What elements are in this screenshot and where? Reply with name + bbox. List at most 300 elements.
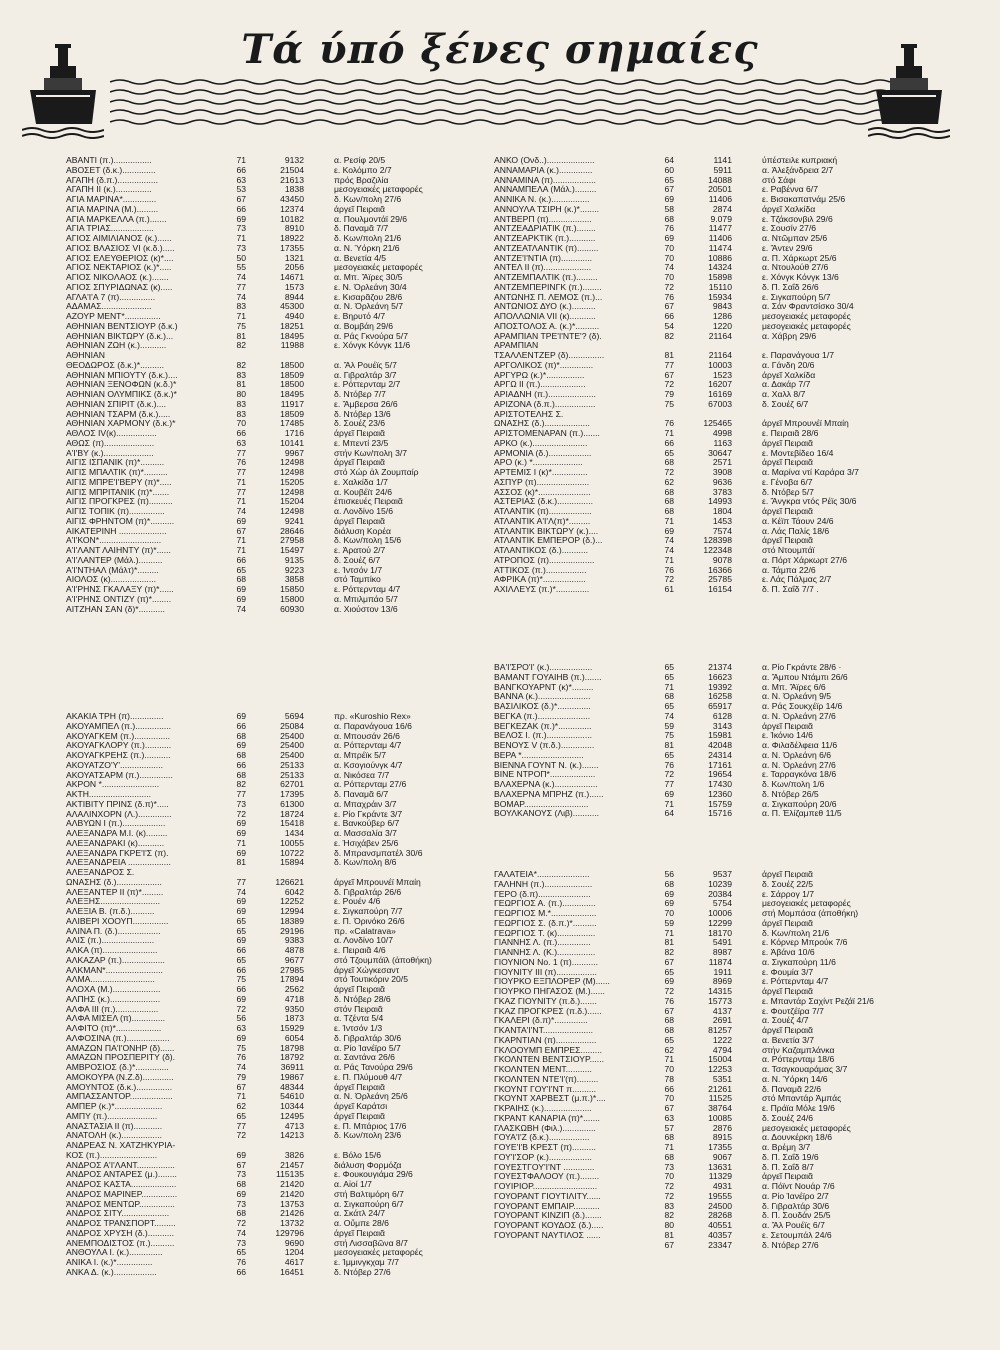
ship-status: δ. Σουέζ 23/6 — [334, 419, 386, 429]
ship-status: ε. Ρόττερνταμ 2/7 — [334, 380, 401, 390]
ship-tonnage: 21374 — [708, 663, 732, 672]
ship-status: α. Ν. Ὀρλεάνη 25/6 — [334, 1092, 408, 1102]
ship-status: άργεῖ Πειραιᾶ — [334, 1082, 385, 1092]
ship-name: ΑΓΙΟΣ ΑΙΜΙΛΙΑΝΟΣ (κ.)...... — [66, 234, 172, 243]
ship-tonnage: 9636 — [712, 477, 732, 487]
ship-year: 68 — [664, 458, 674, 468]
ship-year: 73 — [236, 1238, 246, 1248]
ship-name: ΑΝΚΑ Δ. (κ.).................. — [66, 1267, 157, 1277]
ship-tonnage: 16366 — [708, 565, 732, 575]
ship-year: 81 — [664, 1230, 674, 1240]
ship-year: 75 — [664, 399, 674, 409]
ship-year: 70 — [664, 243, 674, 253]
ship-tonnage: 18500 — [280, 360, 304, 370]
ship-status: ε. Σιγκαπούρη 7/7 — [334, 907, 403, 916]
ship-tonnage: 60930 — [280, 604, 304, 614]
ship-status: διάλυση Κορέα — [334, 526, 392, 536]
ship-tonnage: 5911 — [713, 165, 732, 175]
ship-name: ΑΝΝΟΥΛΑ ΤΣΙΡΗ (κ.)*........ — [494, 204, 600, 214]
ship-name: ΑΓΛΑ'Ι'Α 7 (π)............... — [66, 292, 156, 302]
ship-year: 65 — [236, 955, 246, 965]
ship-name: ΑΙΓΙΣ ΙΣΠΑΝΙΚ (π)*.......... — [66, 458, 165, 468]
ship-name: ΓΟΥΕ'Ι'Β ΚΡΕΣΤ (π).......... — [494, 1143, 596, 1152]
ship-year: 75 — [236, 1043, 246, 1053]
ship-year: 71 — [236, 234, 246, 243]
ship-year: 64 — [664, 809, 674, 819]
ship-tonnage: 10722 — [280, 848, 304, 858]
ship-tonnage: 12253 — [708, 1065, 732, 1074]
ship-year: 81 — [664, 938, 674, 948]
ship-status: α. Ρόττερνταμ 18/6 — [762, 1055, 835, 1065]
ship-status: α. Ἄλ Ρουέϊς 5/7 — [334, 360, 397, 370]
ship-tonnage: 21457 — [280, 1160, 304, 1170]
ship-tonnage: 1163 — [713, 438, 732, 448]
ship-name: ΓΕΡΟ (δ.π)...................... — [494, 889, 591, 899]
ship-name: ΑΝΑΤΟΛΗ (κ.)................. — [66, 1131, 162, 1141]
ship-status: ε. Βηρυτό 4/7 — [334, 312, 386, 321]
ship-year: 67 — [664, 1006, 674, 1016]
ship-status: άργεῖ Χαλκίδα — [762, 204, 816, 214]
ship-name: ΓΟΥΟΡΑΝΤ ΚΟΥΔΟΣ (δ.)..... — [494, 1221, 604, 1230]
ship-tonnage: 10182 — [280, 214, 304, 224]
ship-name: ΒΟΜΑΡ........................... — [494, 799, 589, 809]
ship-name: ΓΟΥΕΣΤΦΑΛΟΟΥ (π.)........ — [494, 1172, 600, 1182]
ship-year: 68 — [664, 214, 674, 224]
ship-tonnage: 9241 — [284, 516, 304, 526]
ship-tonnage: 13753 — [280, 1199, 304, 1209]
ship-tonnage: 28268 — [708, 1211, 732, 1221]
ship-year: 66 — [236, 165, 246, 175]
ship-tonnage: 1911 — [713, 967, 732, 977]
ship-year: 58 — [664, 204, 674, 214]
ship-status: ε. Ἰντσόν 1/7 — [334, 565, 383, 575]
ship-year: 68 — [664, 487, 674, 497]
ship-name: ΑΒΑΝΤΙ (π.)................ — [66, 156, 152, 165]
ship-status: δ. Κων/πολη 27/6 — [334, 195, 402, 204]
ship-name: ΓΙΟΥΡΚΟ ΠΗΓΑΣΟΣ (Μ.)...... — [494, 987, 605, 996]
ship-tonnage: 61300 — [280, 799, 304, 809]
ship-name: ΑΝΤΕΛ ΙΙ (π).................... — [494, 263, 592, 273]
ship-year: 81 — [664, 351, 674, 360]
ship-tonnage: 5351 — [712, 1074, 732, 1084]
ship-year: 72 — [664, 468, 674, 477]
ship-name: ΑΓΙΟΣ ΒΛΑΣΙΟΣ VI (κ.δ.)..... — [66, 243, 175, 253]
ship-year: 69 — [236, 1189, 246, 1199]
ship-tonnage: 2056 — [284, 263, 304, 273]
ship-year: 53 — [236, 185, 246, 195]
ship-year: 66 — [664, 1084, 674, 1094]
ship-name: ΑΚΟΥΑΜΠΕΛ (π.)............... — [66, 721, 172, 731]
ship-status: ε. Χόνγκ Κόνγκ 13/6 — [762, 273, 839, 282]
ship-name: ΒΑΝΝΑ (κ.)...................... — [494, 692, 591, 702]
ship-name: ΑΣΤΕΡΙΑΣ (δ.κ.)............... — [494, 497, 593, 507]
waves-decoration — [110, 76, 890, 132]
ship-name: ΩΝΑΣΗΣ (δ.)................... — [494, 419, 590, 429]
ship-status: άργεῖ Πειραιᾶ — [334, 429, 385, 438]
ship-status: δ. Ντόβερ 5/7 — [762, 487, 814, 497]
ship-tonnage: 10344 — [280, 1102, 304, 1111]
ship-year: 68 — [236, 575, 246, 585]
ship-status: α. Τάμπα 22/6 — [762, 565, 816, 575]
ship-tonnage: 5491 — [712, 938, 732, 948]
ship-tonnage: 16451 — [280, 1267, 304, 1277]
ship-tonnage: 12498 — [280, 458, 304, 468]
ship-year: 70 — [664, 1094, 674, 1104]
ship-year: 77 — [664, 780, 674, 789]
ship-year: 74 — [236, 507, 246, 516]
ship-tonnage: 24314 — [708, 750, 732, 760]
ship-tonnage: 4878 — [284, 946, 304, 955]
ship-year: 76 — [236, 1053, 246, 1063]
ship-name: ΑΜΠΕΡ (κ.)*.................... — [66, 1102, 163, 1111]
ship-name: ΓΟΥΕΣΤΓΟΥ'Ι'ΝΤ ............. — [494, 1162, 595, 1172]
ship-name: ΓΟΥΟΡΑΝΤ ΚΙΝΖΙΠ (δ.)....... — [494, 1211, 602, 1221]
ship-tonnage: 4794 — [712, 1045, 732, 1055]
ship-status: δ. Π. Σαΐδ 7/7 . — [762, 585, 819, 594]
ship-tonnage: 15850 — [280, 585, 304, 594]
ship-name: ΑΜΟΚΟΥΡΑ (Ν.Ζ.δ)............. — [66, 1072, 174, 1082]
ship-tonnage: 12360 — [708, 789, 732, 799]
ship-name: ΓΚΑΝΤΑ'Ι'ΝΤ..................... — [494, 1026, 594, 1035]
ship-status: ε. Φουκουγιάμα 29/6 — [334, 1170, 413, 1180]
ship-status: α. Σαντάνα 26/6 — [334, 1053, 395, 1063]
ship-status: άργεῖ Πειραιᾶ — [334, 204, 385, 214]
ship-status: άργεῖ Πειραιᾶ — [762, 987, 813, 996]
ship-tonnage: 9067 — [712, 1152, 732, 1162]
ship-name: ΓΑΛΗΝΗ (π.).................... — [494, 879, 593, 889]
ship-name: ΑΛΙΝΑ Π. (δ.).................. — [66, 926, 161, 936]
ship-status: δ. Σουέζ 6/7 — [334, 555, 381, 565]
ship-name: ΑΤΤΙΚΟΣ (π.)................. — [494, 565, 587, 575]
ship-name: ΒΕΡΑ *.......................... — [494, 750, 584, 760]
ship-year: 68 — [664, 1133, 674, 1143]
ship-tonnage: 25400 — [280, 731, 304, 741]
ship-name: ΑΡΚΟ (κ.)....................... — [494, 438, 588, 448]
ship-year: 57 — [664, 1123, 674, 1133]
ship-year: 82 — [664, 331, 674, 341]
ship-name: ΑΤΡΟΠΟΣ (π)................... — [494, 555, 595, 565]
ship-status: ε. Ρίο Γκράντε 3/7 — [334, 809, 403, 819]
ship-status: α. Σιγκαπούρη 11/6 — [762, 957, 836, 967]
ship-name: ΑΙΤΖΗΑΝ ΣΑΝ (δ)*........... — [66, 604, 165, 614]
ship-name: ΓΙΟΥΝΙΟΝ Νο. 1 (π)........... — [494, 957, 598, 967]
ship-name: ΒΕΓΚΑ (π.)...................... — [494, 711, 591, 721]
ship-tonnage: 1804 — [712, 507, 732, 516]
ship-status: άργεῖ Πειραιᾶ — [762, 1026, 813, 1035]
ship-name: ΑΘΗΝΙΑΝ — [66, 351, 105, 360]
ship-name: ΑΝΔΡΟΣ ΚΑΣΤΑ................... — [66, 1180, 177, 1189]
ship-status: άργεῖ Πειραιᾶ — [334, 1111, 385, 1121]
ship-tonnage: 48344 — [280, 1082, 304, 1092]
ship-tonnage: 2571 — [712, 458, 732, 468]
ship-status: α. Μπ. Ἄϊρες 30/5 — [334, 273, 403, 282]
ship-tonnage: 14993 — [708, 497, 732, 507]
ship-year: 76 — [236, 1258, 246, 1267]
ship-year: 65 — [664, 702, 674, 711]
ship-status: ε. Π. Πλύμουθ 4/7 — [334, 1072, 403, 1082]
ship-year: 66 — [236, 555, 246, 565]
ship-year: 66 — [236, 946, 246, 955]
ship-year: 72 — [664, 1191, 674, 1201]
ship-tonnage: 3858 — [284, 575, 304, 585]
ship-tonnage: 40551 — [708, 1221, 732, 1230]
ship-tonnage: 8987 — [712, 948, 732, 957]
ship-tonnage: 17430 — [708, 780, 732, 789]
ship-name: ΑΙΓΙΣ ΦΡΗΝΤΟΜ (π)*.......... — [66, 516, 175, 526]
ship-tonnage: 10085 — [708, 1113, 732, 1123]
ship-tonnage: 11477 — [708, 224, 732, 234]
ship-tonnage: 18170 — [708, 928, 732, 938]
ship-name: ΑΧΙΛΛΕΥΣ (π.)*.............. — [494, 585, 590, 594]
ship-status: άργεῖ Μπρουνέϊ Μπαίη — [334, 877, 421, 887]
ship-tonnage: 81257 — [708, 1026, 732, 1035]
ship-tonnage: 15773 — [708, 996, 732, 1006]
ship-name: ΓΕΩΡΓΙΟΣ Τ. (κ)................ — [494, 928, 596, 938]
ship-status: α. Ἀλεξάνδρεια 2/7 — [762, 165, 834, 175]
ship-status: α. Τζέντα 5/4 — [334, 1014, 384, 1024]
ship-tonnage: 12498 — [280, 507, 304, 516]
ship-year: 68 — [236, 1180, 246, 1189]
ship-status: δ. Κων/πολη 1/6 — [762, 780, 825, 789]
ship-year: 74 — [664, 536, 674, 546]
ship-tonnage: 18724 — [280, 809, 304, 819]
ship-status: ε. Σιγκαπούρη 5/7 — [762, 292, 831, 302]
ship-status: στό Τουτικόριν 20/5 — [334, 975, 408, 985]
ship-status: πρός Βραζιλία — [334, 175, 389, 185]
ship-tonnage: 16169 — [708, 390, 732, 399]
ship-tonnage: 10886 — [708, 253, 732, 263]
ship-status: ε. Πειραιᾶ 4/6 — [334, 946, 386, 955]
ship-tonnage: 14088 — [708, 175, 732, 185]
ship-name: ΑΛΙΒΕΡΙ ΧΟΟΥΠ............... — [66, 916, 169, 926]
ship-name: ΓΚΑΡΝΤΙΑΝ (π)................. — [494, 1035, 597, 1045]
ship-tonnage: 11329 — [708, 1172, 732, 1182]
ship-name: ΑΝΑΣΤΑΣΙΑ ΙΙ (π)............ — [66, 1121, 163, 1131]
ship-tonnage: 15716 — [708, 809, 732, 819]
ship-tonnage: 16623 — [708, 672, 732, 682]
ship-tonnage: 5754 — [712, 899, 732, 909]
ship-year: 65 — [236, 926, 246, 936]
ship-name: ΓΚΛΟΟΥΜΠ ΕΜΠΡΕΣ......... — [494, 1045, 602, 1055]
ship-name: ΑΘΗΝΙΑΝ ΟΛΥΜΠΙΚΣ (δ.κ.)* — [66, 390, 177, 399]
ship-year: 71 — [236, 1092, 246, 1102]
ship-status: διάλυση Φορμόζα — [334, 1160, 402, 1170]
ship-status: μεσογειακές μεταφορές — [334, 263, 423, 273]
ship-status: α. Ρόττερνταμ 4/7 — [334, 741, 402, 751]
ship-year: 63 — [236, 1024, 246, 1033]
ship-status: α. Πουλμοντάϊ 29/6 — [334, 214, 408, 224]
ship-status: α. Μπ. Ἄϊρες 6/6 — [762, 682, 826, 692]
ship-year: 76 — [664, 760, 674, 770]
ship-year: 65 — [664, 672, 674, 682]
ship-name: ΑΘΛΟΣ IV(κ)................. — [66, 429, 157, 438]
ship-year: 69 — [664, 526, 674, 536]
ship-name: ΑΝΝΑΜΙΝΑ (π).................. — [494, 175, 596, 185]
ship-name: ΒΑΝΓΚΟΥΑΡΝΤ (κ)*......... — [494, 682, 594, 692]
ship-tonnage: 15929 — [280, 1024, 304, 1033]
ship-name: ΑΝΔΡΟΣ ΤΡΑΝΣΠΟΡΤ......... — [66, 1219, 176, 1228]
ship-name: Α'Ι'ΚΟΝ*.......................... — [66, 536, 162, 546]
ship-name: ΑΜΠΥ (π.)..................... — [66, 1111, 158, 1121]
ship-name: ΑΛΙΣ (π.)...................... — [66, 936, 155, 946]
ship-tonnage: 9132 — [284, 156, 304, 165]
ship-status: δ. Γιβραλτάρ 30/6 — [334, 1033, 402, 1043]
ship-status: ε. Ρουέν 4/6 — [334, 897, 381, 907]
ship-status: ε. Μοντεβίδεο 16/4 — [762, 448, 834, 458]
ship-tonnage: 21164 — [708, 331, 732, 341]
ship-year: 81 — [236, 380, 246, 390]
ship-tonnage: 20384 — [708, 889, 732, 899]
ship-name: ΑΝΝΑΜΑΡΙΑ (κ.).............. — [494, 165, 593, 175]
ship-tonnage: 14671 — [280, 273, 304, 282]
ship-name: ΑΚΟΥΑΓΚΕΜ (π.)............... — [66, 731, 171, 741]
ship-year: 68 — [664, 1016, 674, 1026]
ship-status: ε. Φουμία 3/7 — [762, 967, 814, 977]
ship-tonnage: 23347 — [708, 1240, 732, 1250]
ship-year: 71 — [236, 536, 246, 546]
ship-tonnage: 12374 — [280, 204, 304, 214]
ship-year: 76 — [664, 224, 674, 234]
ship-tonnage: 8944 — [284, 292, 304, 302]
ship-name: ΑΘΗΝΙΑΝ ΒΕΝΤΣΙΟΥΡ (δ.κ.) — [66, 321, 178, 331]
ship-tonnage: 9383 — [284, 936, 304, 946]
ship-tonnage: 9078 — [712, 555, 732, 565]
ship-status: δ. Παναμᾶ 7/7 — [334, 224, 389, 234]
ship-name: ΑΤΛΑΝΤΙΚ ΒΙΚΤΩΡΥ (κ.).... — [494, 526, 599, 536]
ship-name: ΓΙΑΝΝΗΣ Λ. (π.).............. — [494, 938, 591, 948]
ship-status: ε. Ἄνγκρα ντός Ρέϊς 30/6 — [762, 497, 857, 507]
ship-status: α. Ράς Σουκχέϊρ 14/6 — [762, 702, 843, 711]
ship-status: α. Μπαχράιν 3/7 — [334, 799, 397, 809]
ship-name: ΓΚΑΖ ΓΙΟΥΝΙΤΥ (π.δ.)....... — [494, 996, 597, 1006]
ship-year: 74 — [236, 292, 246, 302]
ship-status: δ. Ντόβερ 26/5 — [762, 789, 819, 799]
ship-tonnage: 2876 — [712, 1123, 732, 1133]
ship-year: 82 — [236, 780, 246, 790]
ship-name: ΑΝΤΖΕΜΠΕΡΙΝΓΚ (π.)........ — [494, 282, 602, 292]
ship-year: 69 — [236, 819, 246, 829]
ship-status: στό Ταμπίκο — [334, 575, 381, 585]
ship-name: ΓΑΛΑΤΕΙΑ*...................... — [494, 870, 590, 879]
ship-status: ε. Γένοβα 6/7 — [762, 477, 813, 487]
ship-status: άργεῖ Πειραιᾶ — [762, 1172, 813, 1182]
ship-year: 70 — [236, 419, 246, 429]
ship-year: 69 — [236, 585, 246, 594]
ship-status: α. Ν. Ὀρλεάνη 6/6 — [762, 750, 832, 760]
ship-name: ΑΝΤΖΕΑΔΡΙΑΤΙΚ (π.)........ — [494, 224, 596, 234]
ship-year: 66 — [236, 204, 246, 214]
ship-status: ε. Ἄντεν 29/6 — [762, 243, 813, 253]
ship-status: πρ. «Kuroshio Rex» — [334, 712, 411, 721]
ship-status: άργεῖ Πειραιᾶ — [762, 536, 813, 546]
ship-year: 74 — [236, 1063, 246, 1072]
ship-tonnage: 15004 — [708, 1055, 732, 1065]
ship-name: ΑΣΣΟΣ (κ)*...................... — [494, 487, 591, 497]
ship-name: ΑΙΚΑΤΕΡΙΝΗ .................... — [66, 526, 167, 536]
ship-name: ΑΓΙΟΣ ΕΛΕΥΘΕΡΙΟΣ (κ)*.... — [66, 253, 174, 263]
ship-status: άργεῖ Πειραιᾶ — [334, 1228, 385, 1238]
ship-tonnage: 9967 — [284, 448, 304, 458]
ship-status: α. Αἰοί 1/7 — [334, 1180, 372, 1189]
ship-status: μεσογειακές μεταφορές — [762, 899, 851, 909]
ship-name: ΑΠΟΣΤΟΛΟΣ Α. (κ.)*.......... — [494, 321, 600, 331]
ship-year: 83 — [236, 409, 246, 419]
ship-status: ε. Ἀρατού 2/7 — [334, 546, 386, 555]
ship-tonnage: 12498 — [280, 468, 304, 477]
ship-year: 69 — [664, 899, 674, 909]
ship-name: ΑΡΙΣΤΟΤΕΛΗΣ Σ. — [494, 409, 564, 419]
ship-tonnage: 4998 — [712, 429, 732, 438]
ship-status: μεσογειακές μεταφορές — [334, 185, 423, 195]
ship-name: ΑΤΛΑΝΤΙΚ Α'Ι'Λ(π)*......... — [494, 516, 591, 526]
ship-tonnage: 19392 — [708, 682, 732, 692]
ship-name: ΓΚΟΛΝΤΕΝ ΜΕΝΤ........... — [494, 1065, 592, 1074]
ship-year: 79 — [236, 1072, 246, 1082]
ship-tonnage: 45300 — [280, 302, 304, 312]
ship-status: ε. Ἰκόνιο 14/6 — [762, 731, 813, 741]
ship-year: 67 — [236, 195, 246, 204]
ship-status: ε. Ἄμβερσα 26/6 — [334, 399, 398, 409]
ship-year: 62 — [664, 477, 674, 487]
ship-tonnage: 21420 — [280, 1189, 304, 1199]
ship-status: α. Ρεσίφ 20/5 — [334, 156, 386, 165]
ship-tonnage: 18251 — [280, 321, 304, 331]
ship-name: ΑΛΑΛΙΝΧΟΡΝ (Λ.).............. — [66, 809, 172, 819]
ship-tonnage: 21261 — [708, 1084, 732, 1094]
ship-name: ΑΛΕΞΑΝΔΡΑ ΓΚΡΕ'Ι'Σ (π). — [66, 848, 169, 858]
ship-tonnage: 28646 — [280, 526, 304, 536]
ship-tonnage: 11988 — [280, 341, 304, 351]
ship-name: ΒΙΝΕ ΝΤΡΟΠ*................... — [494, 770, 596, 780]
ship-tonnage: 40357 — [708, 1230, 732, 1240]
ship-tonnage: 17355 — [280, 243, 304, 253]
ship-tonnage: 10006 — [708, 909, 732, 918]
ship-tonnage: 4713 — [284, 1121, 304, 1131]
ship-year: 76 — [236, 458, 246, 468]
ship-tonnage: 27985 — [280, 965, 304, 975]
ship-status: α. Βομβάη 29/6 — [334, 321, 394, 331]
ship-year: 69 — [236, 994, 246, 1004]
ship-name: ΑΓΙΑ ΤΡΙΑΣ.................. — [66, 224, 154, 234]
ship-name: ΑΡΓΩ ΙΙ (π.)................... — [494, 380, 586, 390]
ship-status: στό Τζουμπάϊλ (ἀποθήκη) — [334, 955, 432, 965]
ship-status: άργεῖ Πειραιᾶ — [762, 458, 813, 468]
ship-year: 71 — [664, 799, 674, 809]
ship-status: α. Οὔμπε 28/6 — [334, 1219, 389, 1228]
ship-status: άργεῖ Πειραιᾶ — [762, 438, 813, 448]
ship-name: ΑΛΚΑ (π)....................... — [66, 946, 158, 955]
ship-tonnage: 10239 — [708, 879, 732, 889]
ship-year: 74 — [236, 887, 246, 897]
ship-status: άργεῖ Πειραιᾶ — [762, 507, 813, 516]
ship-year: 71 — [236, 312, 246, 321]
ship-tonnage: 29196 — [280, 926, 304, 936]
ship-year: 71 — [664, 429, 674, 438]
ship-year: 72 — [236, 1004, 246, 1014]
ship-tonnage: 12495 — [280, 1111, 304, 1121]
ship-name: ΑΘΗΝΙΑΝ ΧΑΡΜΟΝΥ (δ.κ.)* — [66, 419, 176, 429]
ship-year: 69 — [236, 907, 246, 916]
ship-status: δ. Π. Σαΐδ 26/6 — [762, 282, 819, 292]
ship-name: ΓΟΥΙΡΙΟΡ........................... — [494, 1182, 598, 1191]
ship-year: 70 — [664, 253, 674, 263]
ship-tonnage: 1838 — [284, 185, 304, 195]
ship-year: 66 — [236, 429, 246, 438]
ship-name: ΑΛΦΙΤΟ (π)*................... — [66, 1024, 162, 1033]
ship-tonnage: 4940 — [284, 312, 304, 321]
ship-year: 69 — [236, 712, 246, 721]
ship-tonnage: 4617 — [284, 1258, 304, 1267]
